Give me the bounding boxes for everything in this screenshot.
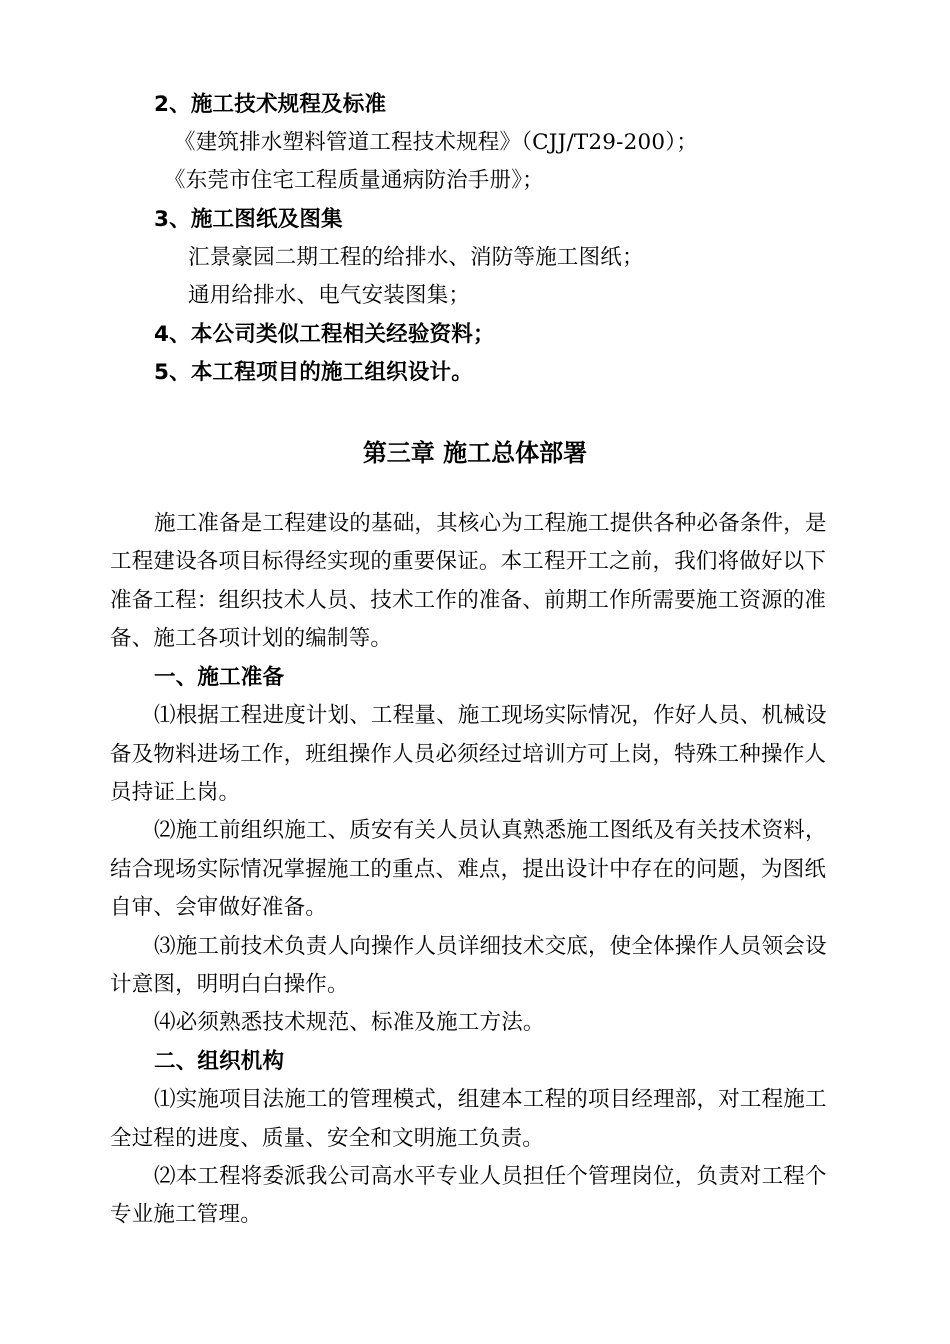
intro-line: 工程建设各项目标得经实现的重要保证。本工程开工之前，我们将做好以下 bbox=[110, 549, 827, 574]
sec2-p2-line: ⑵本工程将委派我公司高水平专业人员担任个管理岗位，负责对工程个 bbox=[154, 1164, 827, 1189]
sec2-p2-line: 专业施工管理。 bbox=[110, 1202, 262, 1227]
item2-standard-2: 《东莞市住宅工程质量通病防治手册》； bbox=[164, 168, 544, 193]
sec1-p2-line: 自审、会审做好准备。 bbox=[110, 895, 328, 920]
sec1-p1-line: ⑴根据工程进度计划、工程量、施工现场实际情况，作好人员、机械设 bbox=[154, 703, 827, 728]
chapter-title: 第三章 施工总体部署 bbox=[362, 439, 588, 467]
sec2-p1-line: ⑴实施项目法施工的管理模式，组建本工程的项目经理部，对工程施工 bbox=[154, 1087, 827, 1112]
sec1-p2-line: 结合现场实际情况掌握施工的重点、难点，提出设计中存在的问题，为图纸 bbox=[110, 857, 827, 882]
item3-drawings-1: 汇景豪园二期工程的给排水、消防等施工图纸； bbox=[188, 245, 644, 270]
sec1-p1-line: 员持证上岗。 bbox=[110, 780, 241, 805]
sec1-p3-line: ⑶施工前技术负责人向操作人员详细技术交底，使全体操作人员领会设 bbox=[154, 934, 827, 959]
item3-drawings-2: 通用给排水、电气安装图集； bbox=[188, 283, 471, 308]
intro-line: 备、施工各项计划的编制等。 bbox=[110, 626, 393, 651]
sec1-p4-line: ⑷必须熟悉技术规范、标准及施工方法。 bbox=[154, 1010, 545, 1035]
item4-heading: 4、本公司类似工程相关经验资料； bbox=[154, 322, 495, 347]
sec1-p2-line: ⑵施工前组织施工、质安有关人员认真熟悉施工图纸及有关技术资料， bbox=[154, 818, 827, 843]
intro-line: 准备工程：组织技术人员、技术工作的准备、前期工作所需要施工资源的准 bbox=[110, 588, 827, 613]
item2-heading: 2、施工技术规程及标准 bbox=[154, 92, 387, 117]
item5-heading: 5、本工程项目的施工组织设计。 bbox=[154, 360, 473, 385]
sec2-p1-line: 全过程的进度、质量、安全和文明施工负责。 bbox=[110, 1126, 545, 1151]
sec1-p3-line: 计意图，明明白白操作。 bbox=[110, 972, 349, 997]
item3-heading: 3、施工图纸及图集 bbox=[154, 207, 343, 232]
item2-standard-1: 《建筑排水塑料管道工程技术规程》（CJJ/T29-200）； bbox=[174, 130, 698, 155]
section2-heading: 二、组织机构 bbox=[154, 1049, 285, 1074]
sec1-p1-line: 备及物料进场工作，班组操作人员必须经过培训方可上岗，特殊工种操作人 bbox=[110, 742, 827, 767]
intro-line: 施工准备是工程建设的基础，其核心为工程施工提供各种必备条件，是 bbox=[154, 511, 827, 536]
section1-heading: 一、施工准备 bbox=[154, 665, 285, 690]
